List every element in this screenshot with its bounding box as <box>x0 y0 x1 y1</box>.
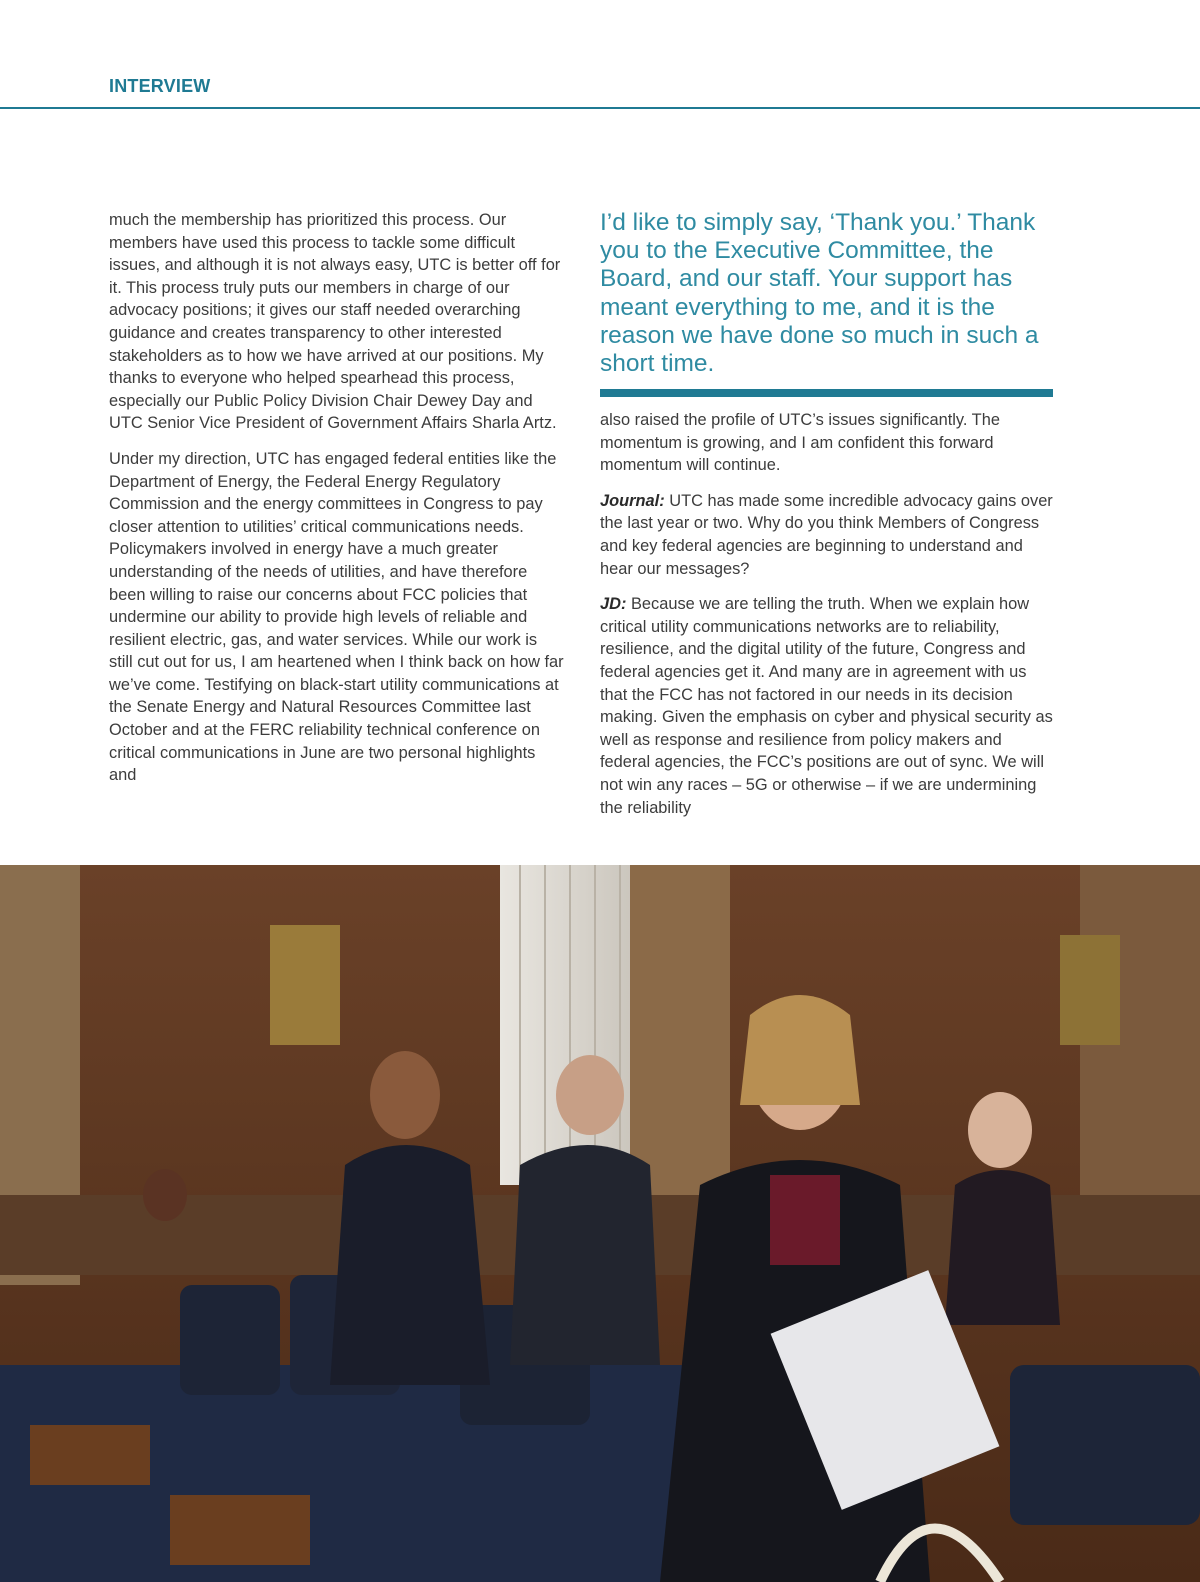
hearing-room-photo <box>0 865 1200 1582</box>
section-label: INTERVIEW <box>109 76 211 96</box>
right-column <box>600 409 1054 832</box>
left-paragraph-2: Under my direction, UTC has engaged federal entities like the Department of Energy, the Federal Energy Regulatory Commission and the energy committees in Congress to pay closer attention to utilities’ critical communications needs. Policymakers involved in energy have a much greater understanding of the needs of utilities, and have therefore been willing to raise our concerns about FCC policies that undermine our ability to provide high levels of reliable and resilient electric, gas, and water services. While our work is still cut out for us, I am heartened when I think back on how far we’ve come. Testifying on black-start utility communications at the Senate Energy and Natural Resources Committee last October and at the FERC reliability technical conference on critical communications in June are two personal highlights and <box>109 449 564 785</box>
pull-quote: I’d like to simply say, ‘Thank you.’ Thank you to the Executive Committee, the Board, and our staff. Your support has meant everything to me, and it is the reason we have done so much in such a short time. <box>600 209 1039 378</box>
header-rule <box>0 107 1200 109</box>
qa-jd <box>600 593 1054 819</box>
speaker-journal: Journal: <box>600 491 665 510</box>
photo-illustration <box>0 865 1200 1582</box>
qa-journal <box>600 490 1054 580</box>
speaker-jd: JD: <box>600 595 627 614</box>
pull-quote-bar <box>600 389 1053 397</box>
right-intro: also raised the profile of UTC’s issues significantly. The momentum is growing, and I am confident this forward momentum will continue. <box>600 411 1000 475</box>
qa-jd-text: Because we are telling the truth. When we explain how critical utility communications networks are to reliability, resilience, and the digital utility of the future, Congress and federal agencies get it. And many are in agreement with us that the FCC has not factored in our needs in its decision making. Given the emphasis on cyber and physical security as well as response and resilience from policy makers and federal agencies, the FCC’s positions are out of sync. We will not win any races – 5G or otherwise – if we are undermining the reliability <box>600 595 1053 817</box>
left-column <box>109 209 565 800</box>
left-paragraph-1: much the membership has prioritized this process. Our members have used this process to tackle some difficult issues, and although it is not always easy, UTC is better off for it. This process truly puts our members in charge of our advocacy positions; it gives our staff needed overarching guidance and creates transparency to other interested stakeholders as to how we have arrived at our positions. My thanks to everyone who helped spearhead this process, especially our Public Policy Division Chair Dewey Day and UTC Senior Vice President of Government Affairs Sharla Artz. <box>109 211 561 433</box>
qa-journal-text: UTC has made some incredible advocacy gains over the last year or two. Why do you think Members of Congress and key federal agencies are beginning to understand and hear our messages? <box>600 491 1053 578</box>
